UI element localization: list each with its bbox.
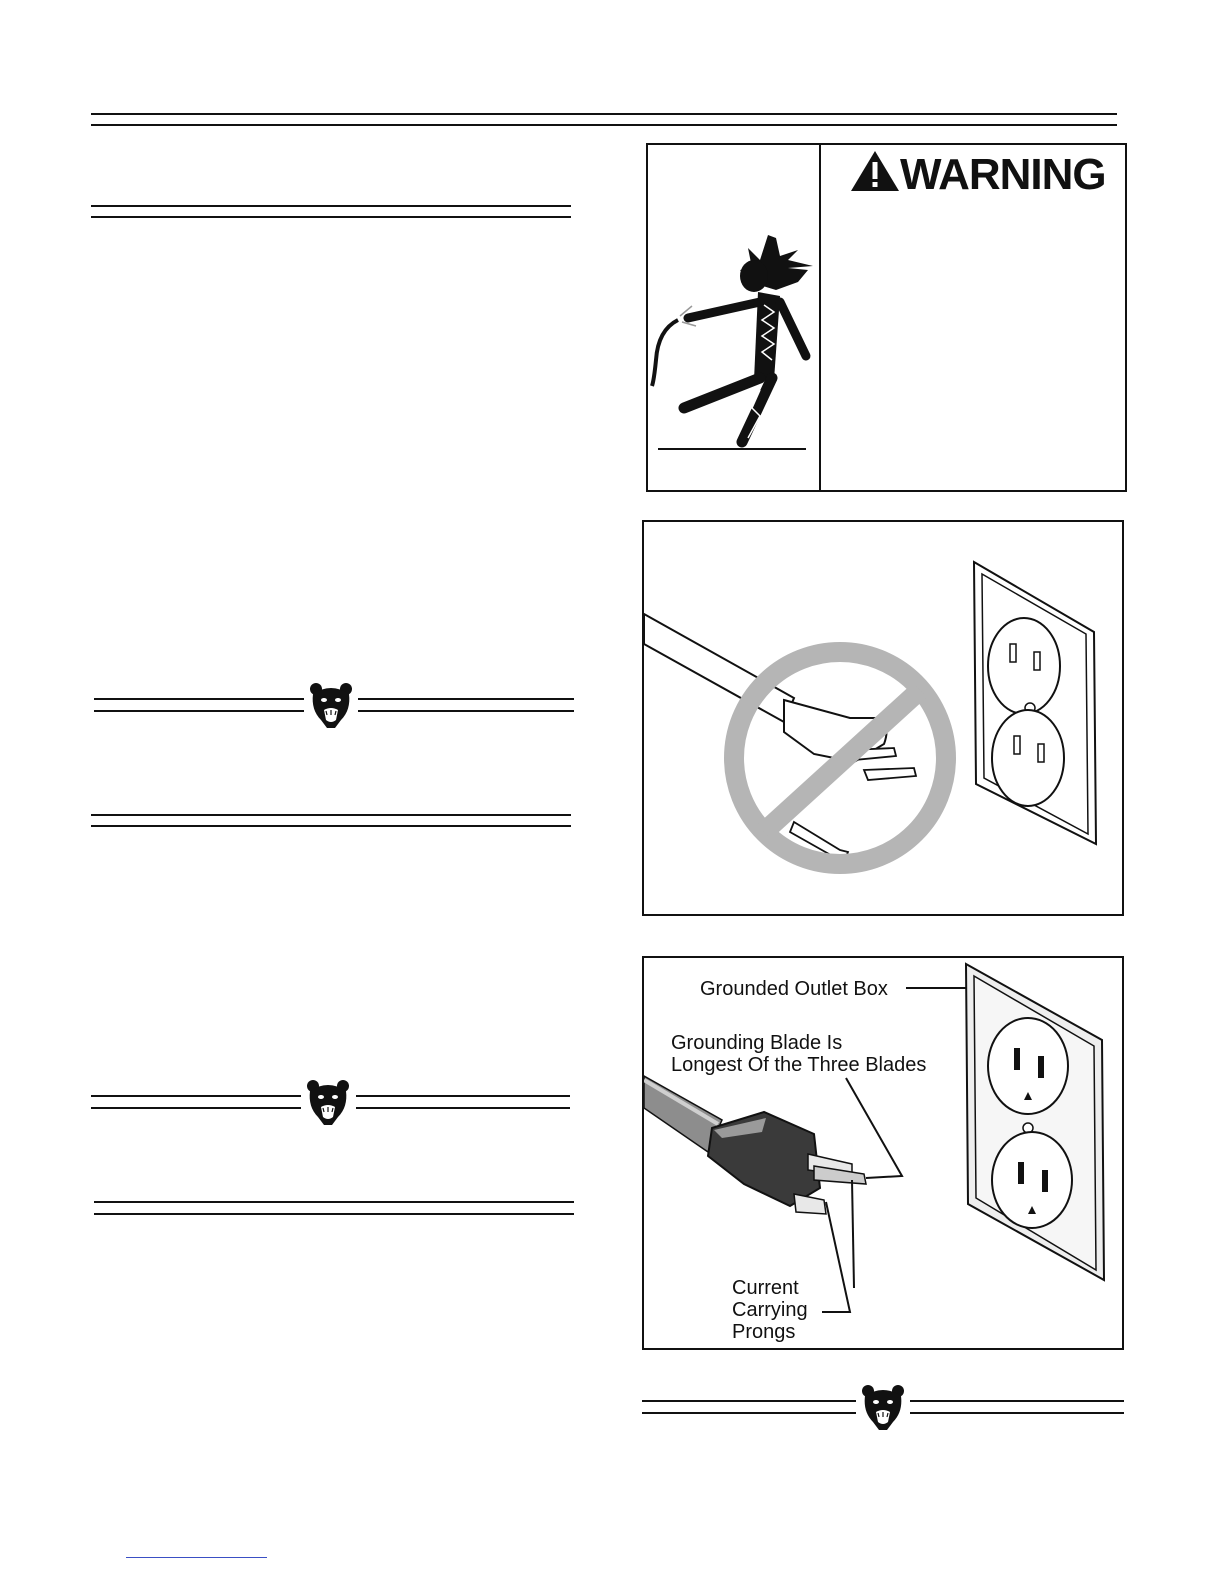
grounded-plug-illustration [644, 958, 1122, 1348]
bear-divider-1-line-left-bottom [94, 710, 304, 712]
warning-box-divider [819, 143, 821, 491]
footer-link-underline[interactable] [126, 1557, 267, 1558]
section-rule-2-top [91, 814, 571, 816]
header-rule-top [91, 113, 1117, 115]
bear-head-logo-icon [307, 680, 355, 730]
section-rule-1-top [91, 205, 571, 207]
bear-divider-3-line-right-top [910, 1400, 1124, 1402]
label-grounding-blade-line2: Longest Of the Three Blades [671, 1054, 927, 1076]
warning-triangle-icon [850, 150, 900, 192]
warning-title: WARNING [900, 150, 1106, 199]
bear-divider-2-line-left-bottom [91, 1107, 301, 1109]
bear-head-logo-icon [859, 1382, 907, 1432]
bear-divider-2-line-right-bottom [356, 1107, 570, 1109]
section-rule-2-bottom [91, 825, 571, 827]
bear-divider-3-line-left-bottom [642, 1412, 856, 1414]
bear-divider-1-line-right-bottom [358, 710, 574, 712]
section-rule-3-top [94, 1201, 574, 1203]
section-rule-3-bottom [94, 1213, 574, 1215]
bear-divider-3-line-left-top [642, 1400, 856, 1402]
section-rule-1-bottom [91, 216, 571, 218]
label-grounding-blade-line1: Grounding Blade Is [671, 1032, 843, 1054]
label-prongs-line2: Carrying [732, 1299, 808, 1321]
bear-divider-3-line-right-bottom [910, 1412, 1124, 1414]
electric-shock-figure-icon [648, 230, 818, 460]
label-prongs-line3: Prongs [732, 1321, 796, 1343]
label-prongs-line1: Current [732, 1277, 799, 1299]
bear-head-logo-icon [304, 1077, 352, 1127]
bear-divider-2-line-left-top [91, 1095, 301, 1097]
bear-divider-1-line-left-top [94, 698, 304, 700]
bear-divider-1-line-right-top [358, 698, 574, 700]
prohibited-two-prong-adapter-icon [644, 522, 1122, 914]
header-rule-bottom [91, 124, 1117, 126]
label-grounded-outlet-box: Grounded Outlet Box [700, 978, 888, 1000]
bear-divider-2-line-right-top [356, 1095, 570, 1097]
